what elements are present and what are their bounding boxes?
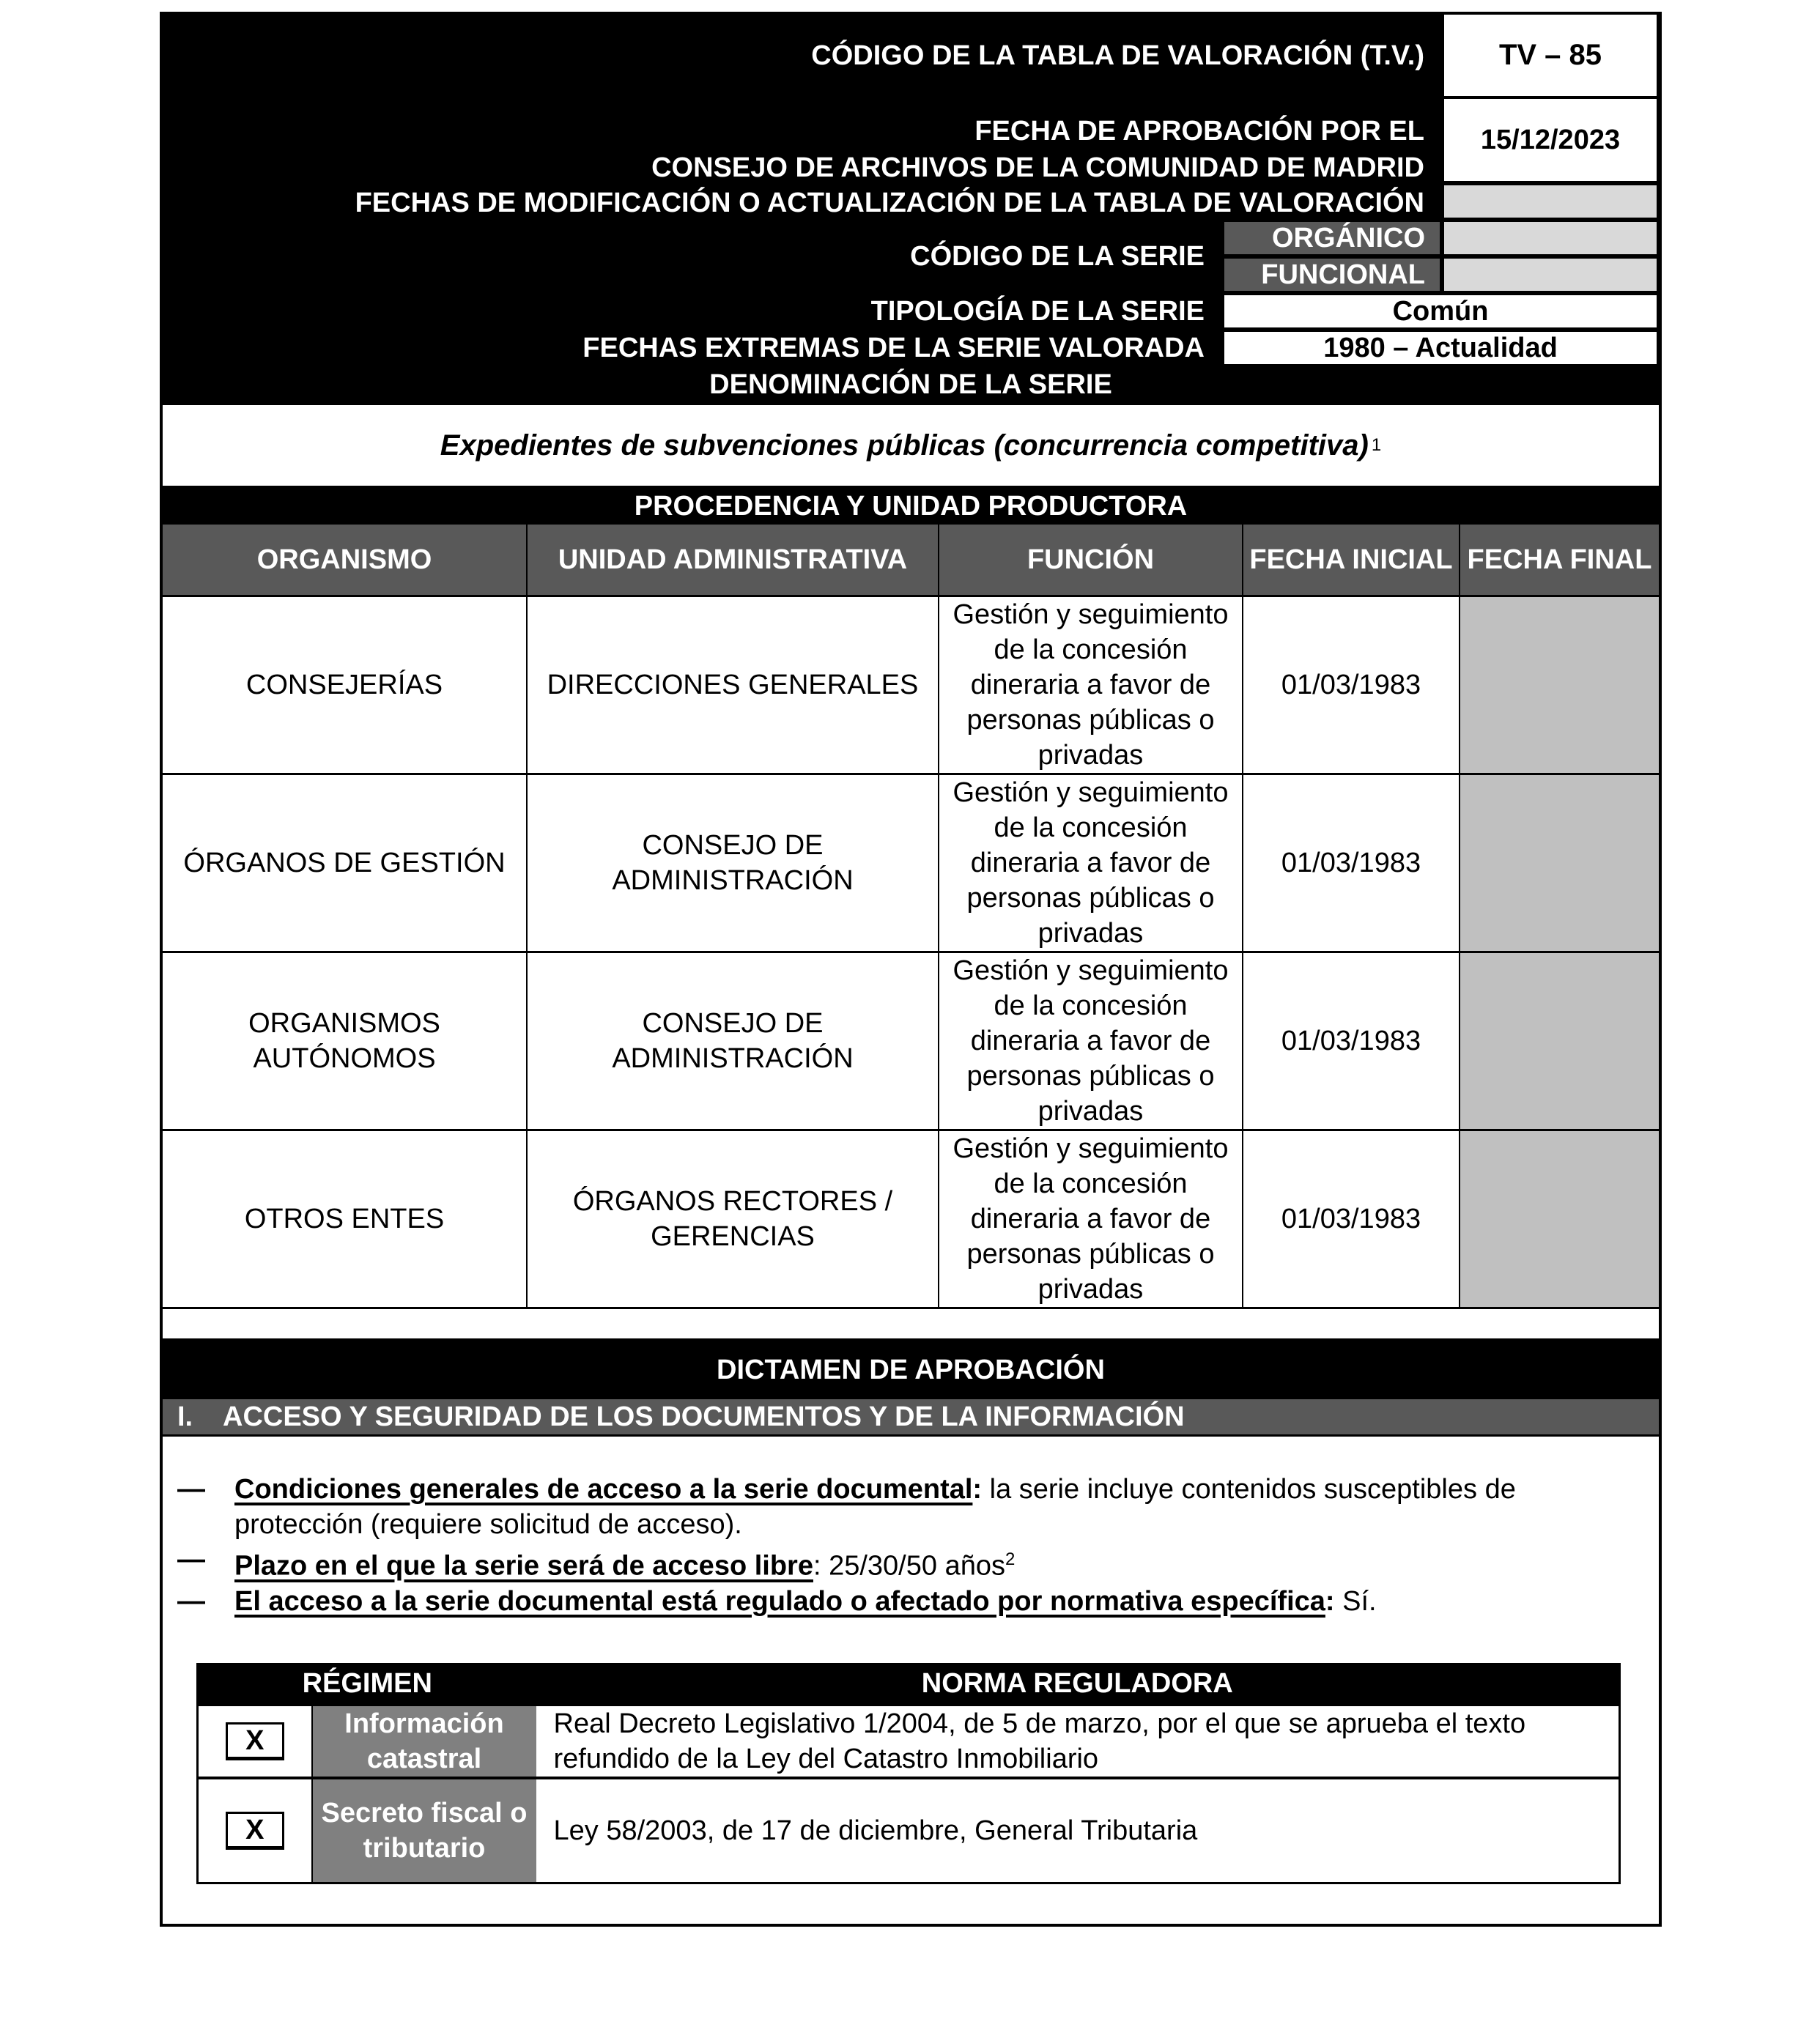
organismo-cell: ÓRGANOS DE GESTIÓN	[163, 774, 527, 952]
bullet-key: Condiciones generales de acceso a la serie documental	[234, 1474, 973, 1505]
dash-bullet: —	[177, 1585, 205, 1617]
bullet-sep: :	[1325, 1585, 1335, 1617]
funcion-cell: Gestión y seguimiento de la concesión dineraria a favor de personas públicas o privadas	[939, 1130, 1243, 1308]
codigo-tv-value: TV – 85	[1442, 15, 1659, 98]
fecha-aprobacion-label-line1: FECHA DE APROBACIÓN POR EL	[974, 116, 1424, 147]
bullet-text: Sí.	[1334, 1585, 1377, 1617]
unidad-cell: CONSEJO DE ADMINISTRACIÓN	[527, 952, 939, 1130]
regimen-checkbox[interactable]: X	[226, 1812, 284, 1850]
list-item	[177, 1472, 1644, 1542]
table-row	[163, 596, 1659, 774]
bullet-sep: :	[972, 1474, 983, 1505]
col-fecha-final: FECHA FINAL	[1460, 525, 1659, 596]
table-row	[163, 1130, 1659, 1308]
col-fecha-inicial: FECHA INICIAL	[1243, 525, 1460, 596]
organismo-cell: CONSEJERÍAS	[163, 596, 527, 774]
unidad-cell: DIRECCIONES GENERALES	[527, 596, 939, 774]
procedencia-table	[163, 525, 1659, 1307]
col-unidad-administrativa: UNIDAD ADMINISTRATIVA	[527, 525, 939, 596]
organismo-cell: OTROS ENTES	[163, 1130, 527, 1308]
funcion-cell: Gestión y seguimiento de la concesión dineraria a favor de personas públicas o privadas	[939, 596, 1243, 774]
serie-footnote-ref: 1	[1371, 435, 1382, 455]
col-funcion: FUNCIÓN	[939, 525, 1243, 596]
section-spacer	[163, 1307, 1659, 1341]
bullet-sep: :	[813, 1550, 821, 1582]
regimen-table	[196, 1663, 1621, 1885]
bullet-text: 25/30/50 años	[821, 1550, 1005, 1582]
fecha-final-cell	[1460, 952, 1659, 1130]
funcional-value	[1442, 256, 1659, 293]
regimen-checkbox[interactable]: X	[226, 1722, 284, 1760]
organismo-cell: ORGANISMOS AUTÓNOMOS	[163, 952, 527, 1130]
section-i-title: ACCESO Y SEGURIDAD DE LOS DOCUMENTOS Y DE LA INFORMACIÓN	[223, 1401, 1185, 1432]
fecha-aprobacion-label	[651, 97, 1442, 183]
dash-bullet: —	[177, 1544, 205, 1575]
funcional-label: FUNCIONAL	[1222, 256, 1442, 293]
tipologia-label: TIPOLOGÍA DE LA SERIE	[870, 296, 1205, 327]
norma-text: Real Decreto Legislativo 1/2004, de 5 de marzo, por el que se aprueba el texto refundido de la Ley del Catastro Inmobiliario	[536, 1705, 1620, 1778]
tipologia-value: Común	[1222, 293, 1659, 330]
section-i-heading	[163, 1399, 1659, 1437]
serie-title: Expedientes de subvenciones públicas (concurrencia competitiva)	[440, 429, 1369, 462]
fechas-extremas-label: FECHAS EXTREMAS DE LA SERIE VALORADA	[582, 333, 1205, 363]
list-item	[177, 1542, 1644, 1584]
fecha-inicial-cell: 01/03/1983	[1243, 952, 1460, 1130]
footnote-ref: 2	[1005, 1549, 1016, 1569]
fechas-modificacion-value	[1442, 183, 1659, 220]
bullet-key: Plazo en el que la serie será de acceso libre	[234, 1550, 813, 1582]
bullet-text: la serie incluye contenidos susceptibles de protección (requiere solicitud de acceso).	[234, 1474, 1516, 1540]
col-organismo: ORGANISMO	[163, 525, 527, 596]
table-row	[163, 952, 1659, 1130]
codigo-serie-fields	[1222, 220, 1659, 293]
funcion-cell: Gestión y seguimiento de la concesión dineraria a favor de personas públicas o privadas	[939, 774, 1243, 952]
table-row	[198, 1778, 1620, 1883]
dash-bullet: —	[177, 1474, 205, 1505]
serie-title-band	[163, 403, 1659, 488]
fecha-final-cell	[1460, 774, 1659, 952]
bullet-key: El acceso a la serie documental está regulado o afectado por normativa específica	[234, 1585, 1325, 1617]
unidad-cell: ÓRGANOS RECTORES / GERENCIAS	[527, 1130, 939, 1308]
section-i-number: I.	[177, 1401, 193, 1432]
regimen-name: Información catastral	[312, 1705, 536, 1778]
access-conditions-list	[163, 1437, 1659, 1634]
header-block	[163, 15, 1659, 403]
valuation-table-document	[160, 12, 1662, 1927]
table-row	[198, 1705, 1620, 1778]
fechas-modificacion-label: FECHAS DE MODIFICACIÓN O ACTUALIZACIÓN DE LA TABLA DE VALORACIÓN	[355, 188, 1424, 218]
fecha-aprobacion-label-line2: CONSEJO DE ARCHIVOS DE LA COMUNIDAD DE MADRID	[651, 152, 1424, 183]
procedencia-title: PROCEDENCIA Y UNIDAD PRODUCTORA	[163, 488, 1659, 525]
organico-value	[1442, 220, 1659, 256]
organico-label: ORGÁNICO	[1222, 220, 1442, 256]
bottom-padding	[163, 1884, 1659, 1924]
fecha-inicial-cell: 01/03/1983	[1243, 774, 1460, 952]
norma-text: Ley 58/2003, de 17 de diciembre, General Tributaria	[536, 1778, 1620, 1883]
codigo-serie-label: CÓDIGO DE LA SERIE	[910, 241, 1205, 272]
fecha-aprobacion-value: 15/12/2023	[1442, 97, 1659, 183]
table-row	[163, 774, 1659, 952]
fecha-inicial-cell: 01/03/1983	[1243, 1130, 1460, 1308]
col-regimen: RÉGIMEN	[198, 1664, 536, 1705]
dictamen-title: DICTAMEN DE APROBACIÓN	[163, 1341, 1659, 1399]
procedencia-header-row	[163, 525, 1659, 596]
fechas-extremas-value: 1980 – Actualidad	[1222, 330, 1659, 366]
list-item	[177, 1584, 1644, 1619]
fecha-final-cell	[1460, 596, 1659, 774]
regimen-name: Secreto fiscal o tributario	[312, 1778, 536, 1883]
fecha-final-cell	[1460, 1130, 1659, 1308]
funcion-cell: Gestión y seguimiento de la concesión dineraria a favor de personas públicas o privadas	[939, 952, 1243, 1130]
denominacion-label: DENOMINACIÓN DE LA SERIE	[709, 369, 1112, 400]
col-norma-reguladora: NORMA REGULADORA	[536, 1664, 1620, 1705]
codigo-tv-label: CÓDIGO DE LA TABLA DE VALORACIÓN (T.V.)	[811, 40, 1424, 71]
unidad-cell: CONSEJO DE ADMINISTRACIÓN	[527, 774, 939, 952]
fecha-inicial-cell: 01/03/1983	[1243, 596, 1460, 774]
